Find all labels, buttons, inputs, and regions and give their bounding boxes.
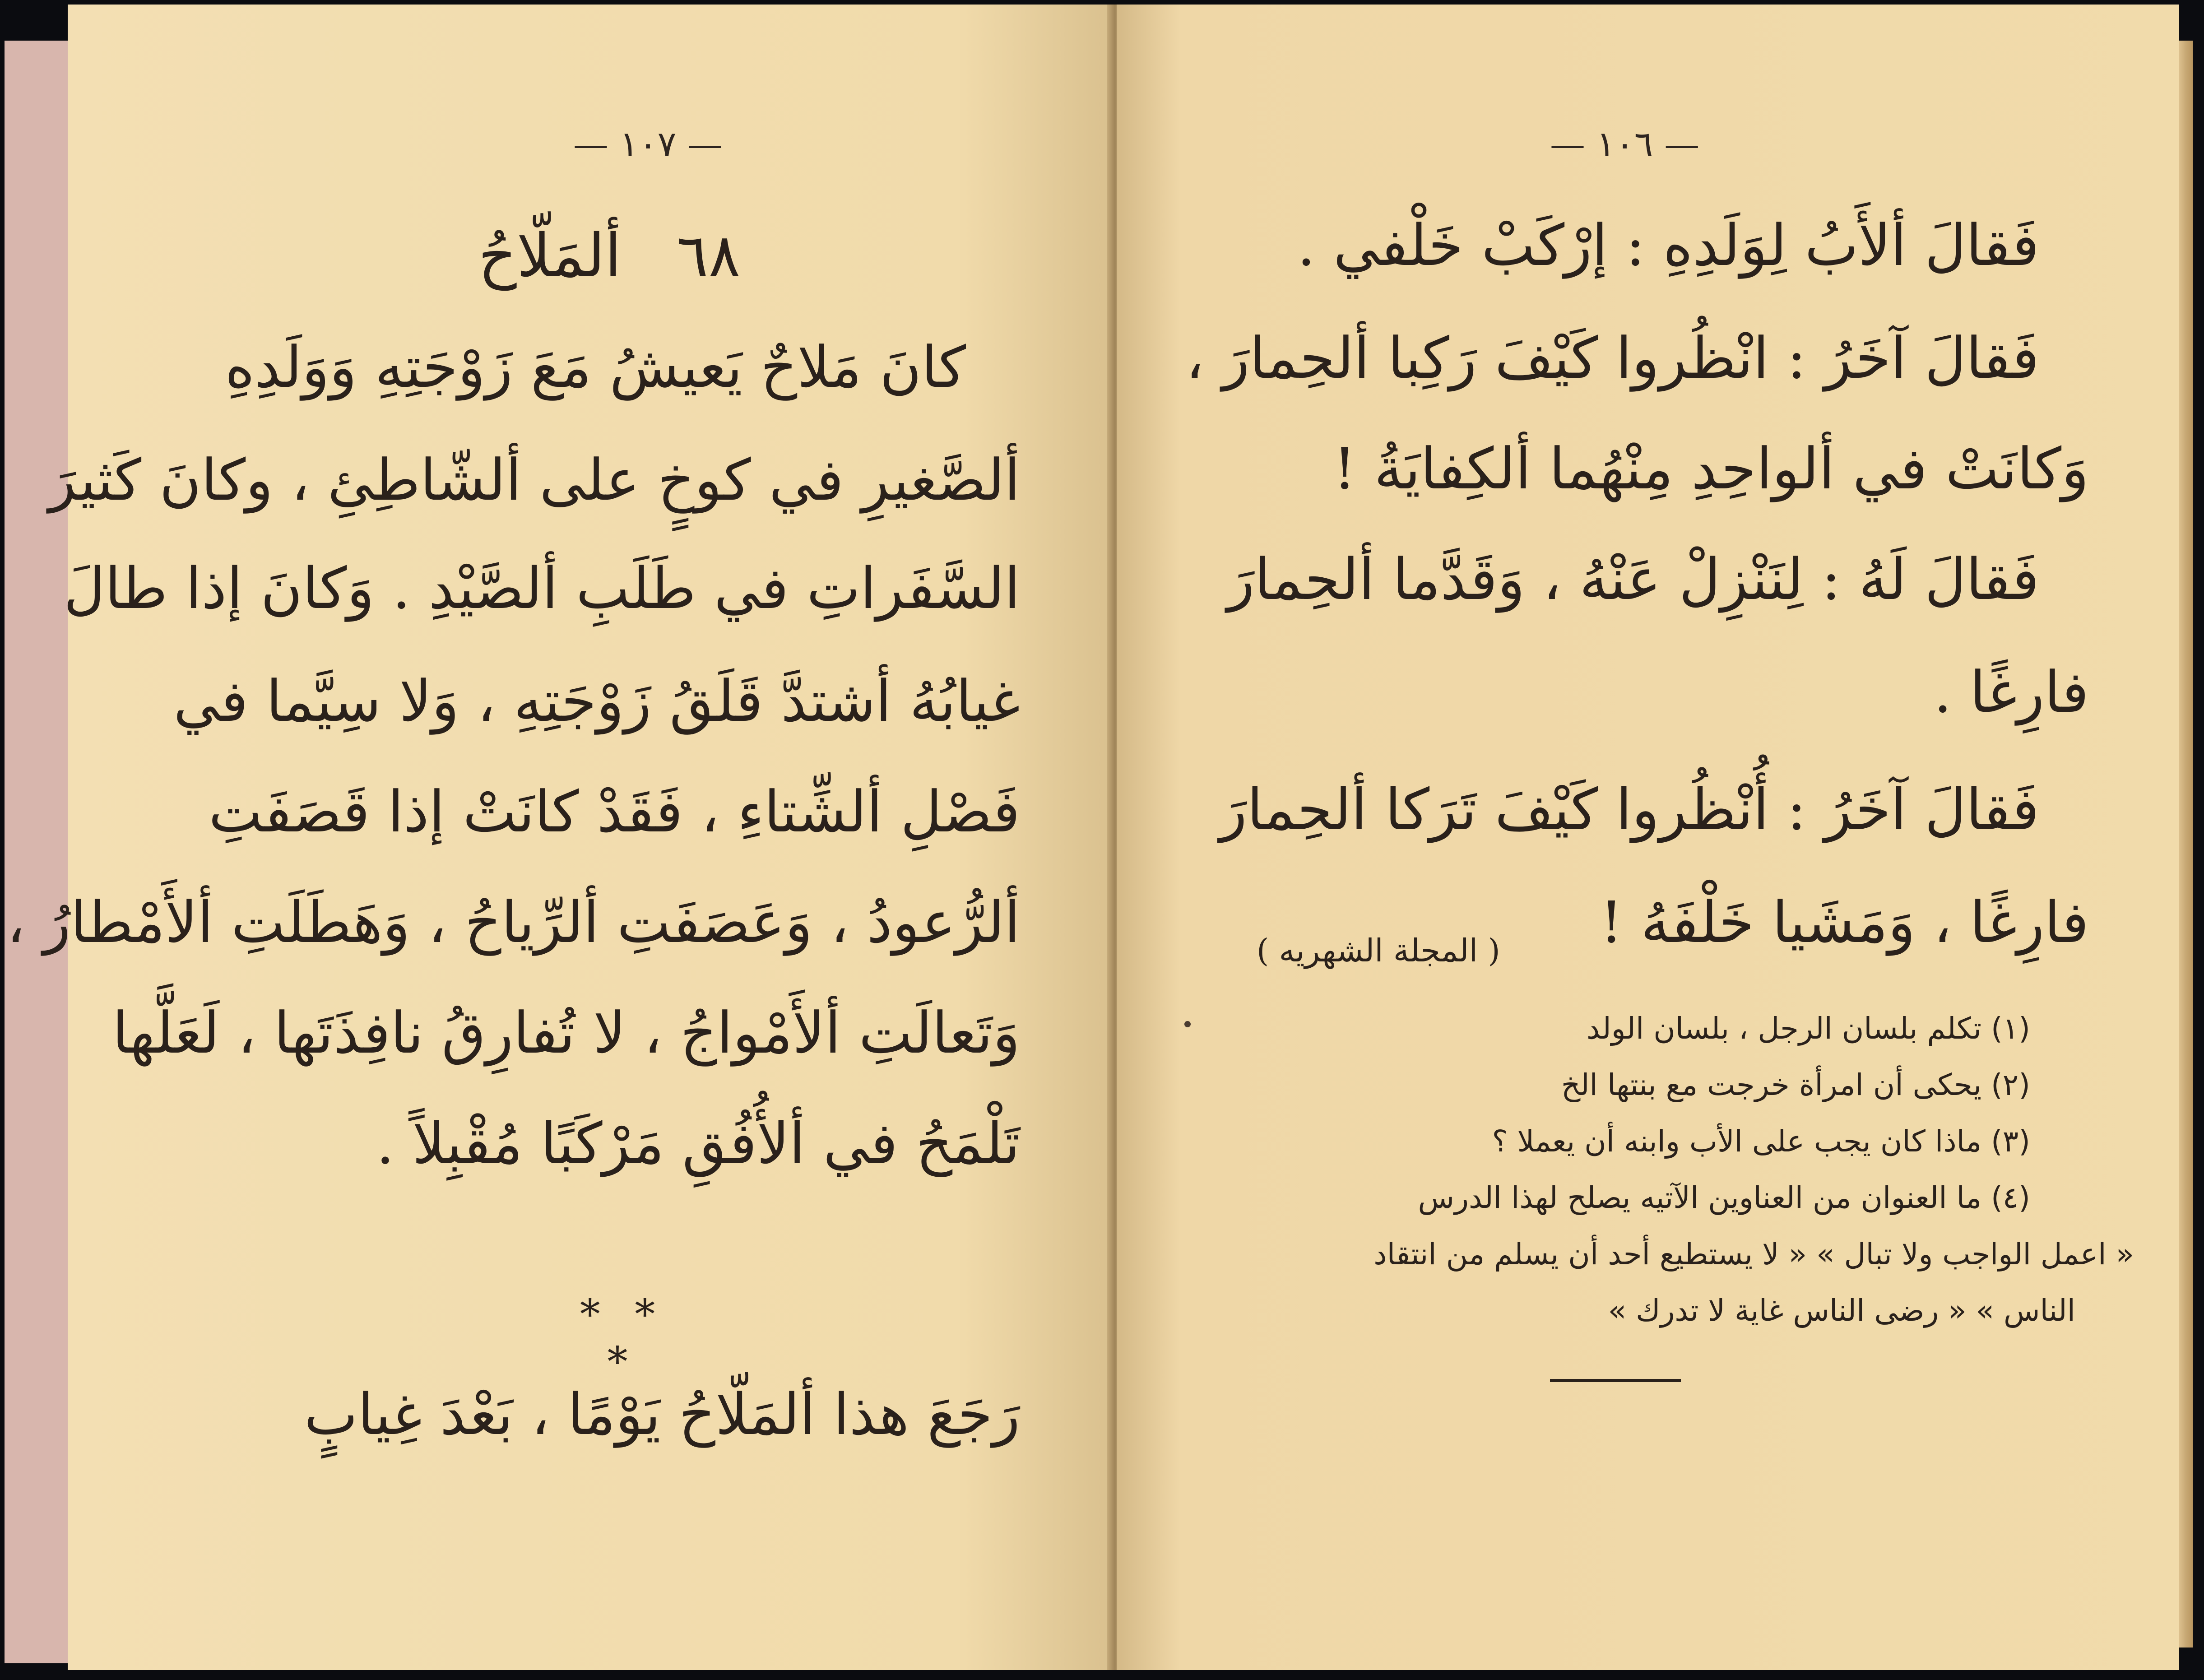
body-line-5: فَصْلِ ألشِّتاءِ ، فَقَدْ كانَتْ إذا قَصَفَتِ: [209, 779, 1020, 845]
question-3: (٣) ماذا كان يجب على الأب وابنه أن يعملا ؟: [1492, 1124, 2030, 1159]
body-line-2: ألصَّغيرِ في كوخٍ على ألشّاطِئِ ، وكانَ كَثيرَ: [48, 447, 1020, 513]
body-line-9: رَجَعَ هذا ألمَلّاحُ يَوْمًا ، بَعْدَ غِيابٍ: [304, 1381, 1020, 1448]
body-line-3: السَّفَراتِ في طَلَبِ ألصَّيْدِ . وَكانَ إذا طالَ: [64, 555, 1020, 622]
page-number-107: — ١٠٧ —: [573, 124, 723, 165]
lesson-heading: [429, 221, 790, 291]
body-line-1: فَقالَ ألأَبُ لِوَلَدِهِ : إرْكَبْ خَلْفي .: [1297, 212, 2039, 278]
page-edge-stack: [2179, 41, 2193, 1648]
body-line-4: فَقالَ لَهُ : لِنَنْزِلْ عَنْهُ ، وَقَدَّما ألحِمارَ: [1227, 546, 2039, 613]
title-options-line-2: الناس » « رضى الناس غاية لا تدرك »: [1608, 1293, 2075, 1328]
body-line-3: وَكانَتْ في ألواحِدِ مِنْهُما ألكِفايَةُ !: [1333, 436, 2089, 502]
body-line-7: وَتَعالَتِ ألأَمْواجُ ، لا تُفارِقُ نافِذَتَها ، لَعَلَّها: [112, 1000, 1020, 1066]
ink-dot: [1184, 1021, 1191, 1027]
body-line-1: كانَ مَلاحٌ يَعيشُ مَعَ زَوْجَتِهِ وَوَلَدِهِ: [225, 334, 966, 400]
body-line-6: ألرُّعودُ ، وَعَصَفَتِ ألرِّياحُ ، وَهَطَلَتِ ألأَمْطارُ ،: [6, 889, 1020, 956]
question-1: (١) تكلم بلسان الرجل ، بلسان الولد: [1586, 1011, 2030, 1046]
body-line-2: فَقالَ آخَرُ : انْظُروا كَيْفَ رَكِبا ألحِمارَ ،: [1185, 325, 2039, 391]
section-separator: * * *: [580, 1291, 666, 1386]
lesson-number: ٦٨: [676, 221, 741, 291]
right-page: [1117, 5, 2179, 1670]
body-line-7: فارِغًا ، وَمَشَيا خَلْفَهُ !: [1600, 889, 2089, 956]
question-4: (٤) ما العنوان من العناوين الآتيه يصلح لهذا الدرس: [1418, 1180, 2030, 1215]
body-line-5: فارِغًا .: [1934, 659, 2089, 725]
end-rule: [1550, 1379, 1681, 1382]
title-options-line-1: « اعمل الواجب ولا تبال » « لا يستطيع أحد أن يسلم من انتقاد: [1373, 1237, 2134, 1272]
source-citation: ( المجلة الشهريه ): [1257, 932, 1500, 969]
lesson-title: ألمَلّاحُ: [478, 221, 622, 291]
question-2: (٢) يحكى أن امرأة خرجت مع بنتها الخ: [1561, 1067, 2030, 1102]
body-line-6: فَقالَ آخَرُ : أُنْظُروا كَيْفَ تَرَكا ألحِمارَ: [1219, 776, 2039, 843]
page-number-106: — ١٠٦ —: [1550, 124, 1700, 165]
body-line-4: غيابُهُ أشتدَّ قَلَقُ زَوْجَتِهِ ، وَلا سِيَّما في: [173, 668, 1020, 734]
body-line-8: تَلْمَحُ في ألأُفُقِ مَرْكَبًا مُقْبِلاً .: [376, 1110, 1020, 1177]
left-page: [6, 5, 1115, 1670]
